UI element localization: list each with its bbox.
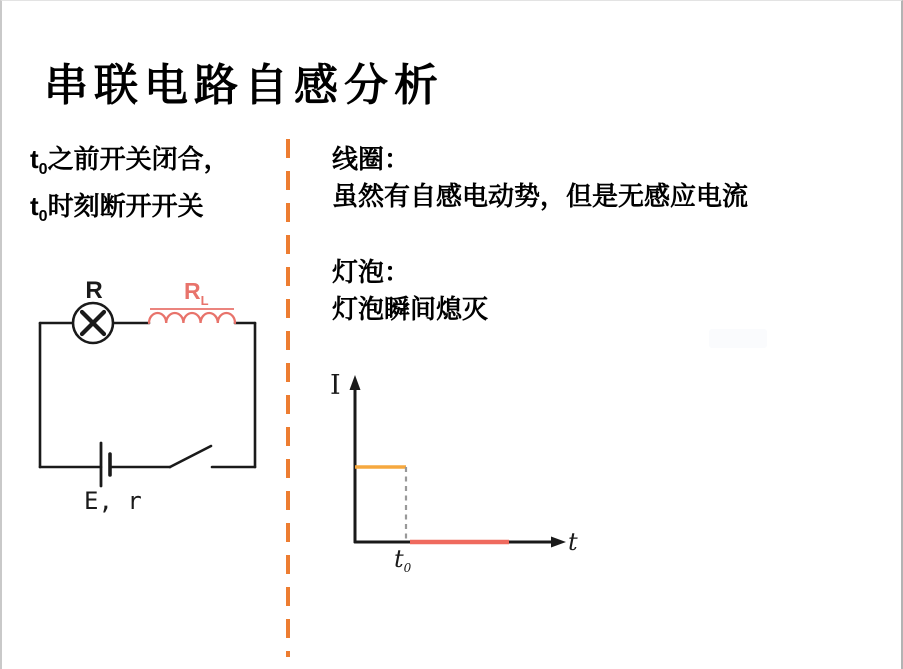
note-line-2 — [30, 188, 230, 235]
bulb-body: 灯泡瞬间熄灭 — [332, 294, 489, 324]
note-line2-rest: 时刻断开开关 — [47, 191, 204, 222]
divider-dashed-line — [286, 139, 290, 657]
circuit-diagram — [22, 271, 272, 521]
faint-highlight-artifact — [709, 329, 767, 348]
t0-tick-sub: 0 — [403, 561, 412, 575]
bulb-paragraph — [332, 254, 488, 328]
battery-label: E, r — [84, 487, 142, 515]
page-title: 串联电路自感分析 — [44, 61, 444, 110]
inductor-label — [184, 278, 209, 308]
t0-tick-label — [394, 545, 412, 575]
note-line-1 — [30, 141, 230, 188]
current-time-graph — [322, 366, 597, 578]
battery-symbol — [101, 443, 110, 486]
x-axis-arrow-icon — [551, 537, 566, 548]
inductor-label-sub: L — [200, 293, 209, 308]
coil-heading: 线圈： — [332, 144, 411, 174]
left-note — [30, 141, 230, 235]
t0-tick-base: t — [394, 545, 404, 573]
y-axis-arrow-icon — [350, 375, 361, 390]
lamp-symbol — [73, 303, 113, 343]
bulb-heading: 灯泡： — [332, 257, 411, 287]
inductor-coil — [149, 309, 235, 323]
note-line1-base: t — [30, 144, 39, 174]
inductor-label-base: R — [184, 278, 201, 304]
note-line2-base: t — [30, 191, 39, 222]
y-axis-label: I — [330, 370, 341, 401]
coil-body: 虽然有自感电动势，但是无感应电流 — [332, 181, 749, 211]
circuit-wires — [40, 323, 255, 467]
lamp-label: R — [85, 277, 103, 304]
graph-axes — [355, 388, 555, 542]
coil-paragraph — [332, 141, 748, 215]
note-line2-sub: 0 — [38, 208, 48, 226]
x-axis-label: t — [568, 528, 578, 556]
note-line1-rest: 之前开关闭合， — [47, 144, 230, 174]
switch-symbol — [170, 446, 211, 467]
note-line1-sub: 0 — [38, 161, 48, 179]
